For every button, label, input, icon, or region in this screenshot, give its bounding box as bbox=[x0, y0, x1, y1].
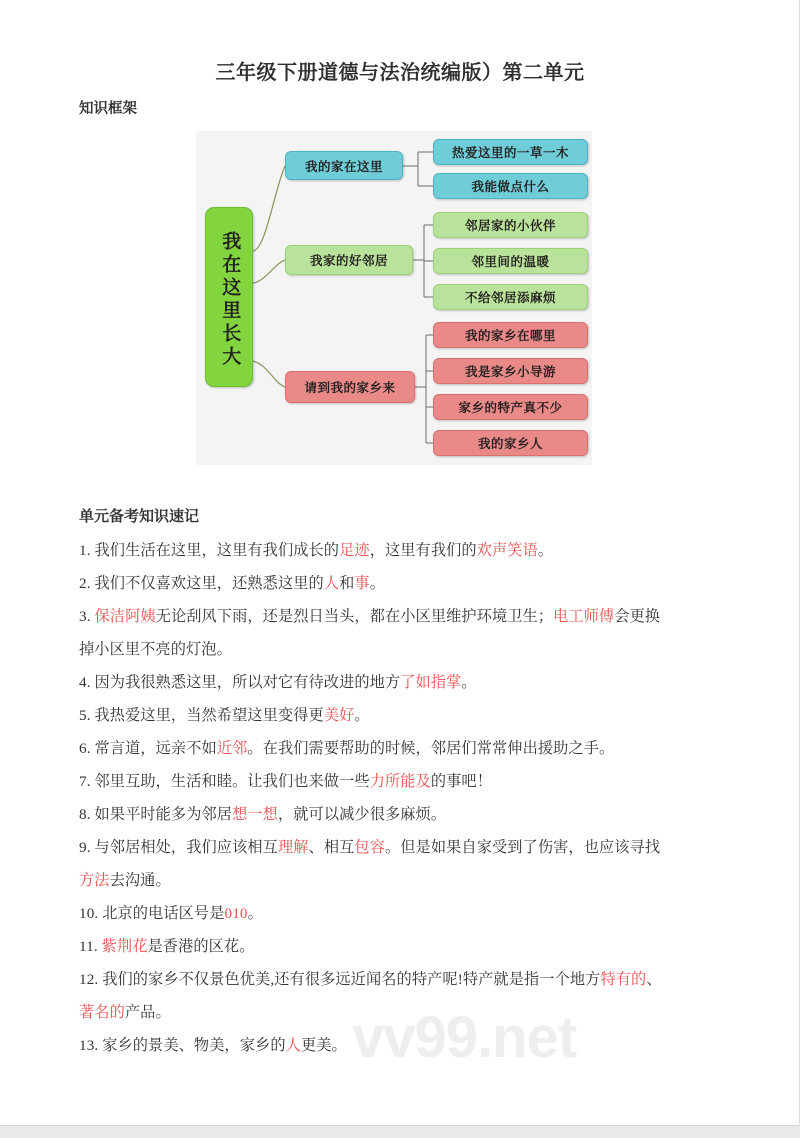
note-line bbox=[79, 534, 709, 567]
note-text: 产品。 bbox=[124, 1004, 171, 1021]
knowledge-mindmap bbox=[196, 131, 592, 465]
mindmap-leaf-node[interactable]: 我能做点什么 bbox=[433, 173, 588, 199]
mindmap-leaf-node[interactable]: 家乡的特产真不少 bbox=[433, 394, 588, 420]
note-number: 2. bbox=[79, 575, 95, 592]
note-text: 。但是如果自家受到了伤害，也应该寻找 bbox=[384, 839, 661, 856]
note-text: 我们生活在这里，这里有我们成长的 bbox=[94, 542, 340, 559]
note-line bbox=[79, 963, 709, 996]
note-highlight-text: 特有的 bbox=[600, 971, 647, 988]
watermark: vv99.net bbox=[352, 1005, 577, 1070]
note-text: ，就可以减少很多麻烦。 bbox=[277, 806, 447, 823]
mindmap-leaf-node[interactable]: 邻居家的小伙伴 bbox=[433, 212, 588, 238]
note-text: 、相互 bbox=[308, 839, 355, 856]
note-text: 。在我们需要帮助的时候，邻居们常常伸出援助之手。 bbox=[247, 740, 615, 757]
note-highlight-text: 010 bbox=[224, 905, 248, 922]
note-number: 9. bbox=[79, 839, 95, 856]
note-text: 的事吧！ bbox=[430, 773, 492, 790]
note-number: 4. bbox=[79, 674, 95, 691]
note-text: 我们不仅喜欢这里，还熟悉这里的 bbox=[94, 575, 324, 592]
note-number: 6. bbox=[79, 740, 95, 757]
note-text: 家乡的景美、物美，家乡的 bbox=[102, 1037, 286, 1054]
note-number: 10. bbox=[79, 905, 103, 922]
note-text: 。 bbox=[369, 575, 385, 592]
note-text: 去沟通。 bbox=[109, 872, 171, 889]
note-highlight-text: 紫荆花 bbox=[101, 938, 148, 955]
note-line bbox=[79, 765, 709, 798]
mindmap-root-node[interactable]: 我在这里长大 bbox=[205, 207, 253, 387]
note-highlight-text: 人 bbox=[285, 1037, 301, 1054]
note-number: 8. bbox=[79, 806, 95, 823]
note-text: 。 bbox=[354, 707, 370, 724]
note-number: 5. bbox=[79, 707, 95, 724]
note-highlight-text: 足迹 bbox=[339, 542, 370, 559]
note-text: 。 bbox=[247, 905, 263, 922]
note-line bbox=[79, 732, 709, 765]
note-line bbox=[79, 930, 709, 963]
note-text: 是香港的区花。 bbox=[147, 938, 255, 955]
mindmap-branch-node-2[interactable]: 我家的好邻居 bbox=[285, 245, 413, 275]
mindmap-branch-node-1[interactable]: 我的家在这里 bbox=[285, 151, 403, 180]
note-text: 。 bbox=[537, 542, 554, 559]
note-highlight-text: 事 bbox=[354, 575, 370, 592]
page-title: 三年级下册道德与法治统编版）第二单元 bbox=[215, 62, 585, 84]
note-text: 。 bbox=[461, 674, 477, 691]
framework-section-label: 知识框架 bbox=[79, 101, 137, 117]
note-line bbox=[79, 633, 709, 666]
note-line bbox=[79, 996, 709, 1029]
note-highlight-text: 著名的 bbox=[79, 1004, 125, 1021]
note-number: 11. bbox=[79, 938, 102, 955]
mindmap-leaf-node[interactable]: 不给邻居添麻烦 bbox=[433, 284, 588, 310]
note-text: 无论刮风下雨，还是烈日当头，都在小区里维护环境卫生； bbox=[155, 608, 554, 625]
note-highlight-text: 包容 bbox=[354, 839, 385, 856]
note-line bbox=[79, 864, 709, 897]
note-highlight-text: 保洁阿姨 bbox=[94, 608, 156, 625]
note-highlight-text: 力所能及 bbox=[369, 773, 431, 790]
note-line bbox=[79, 666, 709, 699]
note-line bbox=[79, 897, 709, 930]
notes-section-label: 单元备考知识速记 bbox=[79, 509, 200, 525]
note-highlight-text: 理解 bbox=[277, 839, 309, 856]
page-bottom-edge bbox=[0, 1125, 800, 1138]
notes-list bbox=[79, 534, 709, 1062]
mindmap-branch-node-3[interactable]: 请到我的家乡来 bbox=[285, 371, 415, 403]
note-highlight-text: 了如指掌 bbox=[400, 674, 462, 691]
note-text: 常言道，远亲不如 bbox=[94, 740, 217, 757]
note-highlight-text: 美好 bbox=[323, 707, 355, 724]
note-highlight-text: 想一想 bbox=[232, 806, 278, 823]
note-text: 邻里互助，生活和睦。让我们也来做一些 bbox=[94, 773, 370, 790]
note-text: 我们的家乡不仅景色优美,还有很多远近闻名的特产呢!特产就是指一个地方 bbox=[102, 971, 601, 988]
note-text: 北京的电话区号是 bbox=[102, 905, 225, 922]
note-line bbox=[79, 699, 709, 732]
note-text: 因为我很熟悉这里，所以对它有待改进的地方 bbox=[94, 674, 401, 691]
note-number: 12. bbox=[79, 971, 103, 988]
note-number: 1. bbox=[79, 542, 95, 559]
note-line bbox=[79, 831, 709, 864]
mindmap-leaf-node[interactable]: 热爱这里的一草一木 bbox=[433, 139, 588, 165]
note-line bbox=[79, 567, 709, 600]
note-text: 与邻居相处，我们应该相互 bbox=[94, 839, 278, 856]
note-text: 掉小区里不亮的灯泡。 bbox=[79, 641, 232, 658]
note-highlight-text: 电工师傅 bbox=[553, 608, 615, 625]
note-text: 如果平时能多为邻居 bbox=[94, 806, 233, 823]
note-text: 、 bbox=[646, 971, 662, 988]
note-text: 我热爱这里，当然希望这里变得更 bbox=[94, 707, 324, 724]
note-highlight-text: 人 bbox=[323, 575, 340, 592]
note-line bbox=[79, 798, 709, 831]
note-number: 7. bbox=[79, 773, 95, 790]
mindmap-leaf-node[interactable]: 我的家乡人 bbox=[433, 430, 588, 456]
note-number: 3. bbox=[79, 608, 95, 625]
note-text: 更美。 bbox=[300, 1037, 347, 1054]
note-highlight-text: 方法 bbox=[79, 872, 110, 889]
note-line bbox=[79, 1029, 709, 1062]
note-line bbox=[79, 600, 709, 633]
mindmap-leaf-node[interactable]: 邻里间的温暖 bbox=[433, 248, 588, 274]
note-number: 13. bbox=[79, 1037, 103, 1054]
note-highlight-text: 欢声笑语 bbox=[476, 542, 538, 559]
note-highlight-text: 近邻 bbox=[216, 740, 248, 757]
note-text: 和 bbox=[339, 575, 355, 592]
note-text: ，这里有我们的 bbox=[369, 542, 477, 559]
mindmap-leaf-node[interactable]: 我的家乡在哪里 bbox=[433, 322, 588, 348]
note-text: 会更换 bbox=[614, 608, 661, 625]
mindmap-leaf-node[interactable]: 我是家乡小导游 bbox=[433, 358, 588, 384]
